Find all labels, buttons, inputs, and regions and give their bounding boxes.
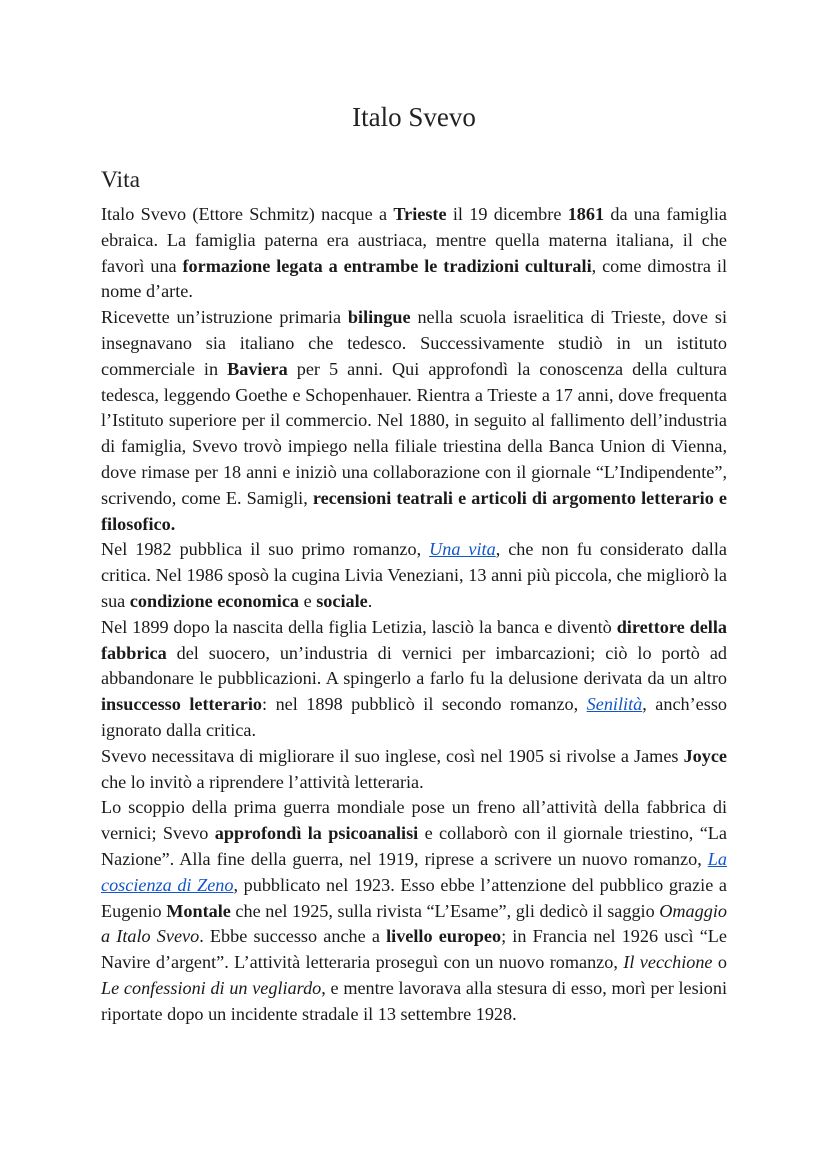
paragraph-birth <box>101 202 727 305</box>
text: Italo Svevo (Ettore Schmitz) nacque a <box>101 204 394 224</box>
text: , anch’esso ignorato dalla critica. <box>101 694 728 740</box>
italic-text: Le confessioni di un vegliardo <box>101 977 322 998</box>
bold-text: condizione economica <box>129 590 300 611</box>
text: da una famiglia ebraica. La famiglia paterna era austriaca, mentre quella materna italiana, il che favorì una <box>101 204 728 276</box>
link-la-coscienza-di-zeno[interactable]: La coscienza di Zeno <box>101 848 727 895</box>
paragraph-joyce <box>101 744 727 796</box>
bold-text: Montale <box>166 900 231 921</box>
paragraph-fabbrica <box>101 615 727 744</box>
text: . Ebbe successo anche a <box>199 926 387 947</box>
text: ; in Francia nel 1926 uscì “Le Navire d’argent”. L’attività letteraria proseguì con un nuovo romanzo, <box>101 926 727 973</box>
bold-text: livello europeo <box>386 926 502 947</box>
text: del suocero, un’industria di vernici per imbarcazioni; ciò lo portò ad abbandonare le pubblicazioni. A spingerlo a farlo fu la delusione derivata da un altro <box>101 642 727 689</box>
text: il 19 dicembre <box>446 204 568 224</box>
bold-text: bilingue <box>347 307 411 328</box>
text: . <box>367 590 373 611</box>
text: : nel 1898 pubblicò il secondo romanzo, <box>262 694 587 715</box>
bold-text: Baviera <box>227 358 288 379</box>
bold-text: recensioni teatrali e articoli di argomento letterario e filosofico. <box>101 487 728 534</box>
paragraph-una-vita <box>101 537 727 614</box>
bold-text: formazione legata a entrambe le tradizioni culturali <box>182 255 592 276</box>
text: o <box>712 952 728 973</box>
bold-text: Joyce <box>683 745 727 766</box>
text: , che non fu considerato dalla critica. Nel 1986 sposò la cugina Livia Veneziani, 13 anni più piccola, che migliorò la sua <box>101 539 727 611</box>
link-senilita[interactable]: Senilità <box>586 694 643 715</box>
text: e collaborò con il giornale triestino, “La Nazione”. Alla fine della guerra, nel 1919, riprese a scrivere un nuovo romanzo, <box>101 823 727 869</box>
text: nella scuola israelitica di Trieste, dove si insegnavano sia italiano che tedesco. Successivamente studiò in un istituto commerciale in <box>101 307 727 379</box>
bold-text: 1861 <box>567 204 605 224</box>
text: Svevo necessitava di migliorare il suo inglese, così nel 1905 si rivolse a James <box>101 745 684 766</box>
link-una-vita[interactable]: Una vita <box>429 539 496 560</box>
paragraph-zeno <box>101 795 727 1027</box>
bold-text: direttore della fabbrica <box>101 616 727 663</box>
paragraph-education <box>101 305 727 537</box>
section-body <box>101 202 727 1028</box>
text: e <box>299 590 317 611</box>
italic-text: Omaggio a Italo Svevo <box>101 900 727 947</box>
document-title: Italo Svevo <box>352 102 476 132</box>
bold-text: Trieste <box>393 204 447 224</box>
italic-text: Il vecchione <box>623 952 713 973</box>
text: per 5 anni. Qui approfondì la conoscenza della cultura tedesca, leggendo Goethe e Schopenhauer. Rientra a Trieste a 17 anni, dove frequenta l’Istituto superiore per il commercio. Nel 1880, in seguito al fallimento dell’industria di famiglia, Svevo trovò impiego nella filiale triestina della Banca Union di Vienna, dove rimase per 18 anni e iniziò una collaborazione con il giornale “L’Indipendente”, scrivendo, come E. Samigli, <box>101 358 727 508</box>
text: Nel 1982 pubblica il suo primo romanzo, <box>101 539 430 560</box>
text: , pubblicato nel 1923. Esso ebbe l’attenzione del pubblico grazie a Eugenio <box>101 874 727 921</box>
bold-text: approfondì la psicoanalisi <box>214 823 419 844</box>
bold-text: sociale <box>316 590 368 611</box>
text: , come dimostra il nome d’arte. <box>101 255 727 302</box>
text: Ricevette un’istruzione primaria <box>101 307 348 328</box>
text: Lo scoppio della prima guerra mondiale pose un freno all’attività della fabbrica di vernici; Svevo <box>101 797 727 844</box>
bold-text: insuccesso letterario <box>101 694 263 715</box>
section-heading-vita: Vita <box>101 167 141 193</box>
text: che nel 1925, sulla rivista “L’Esame”, gli dedicò il saggio <box>230 900 660 921</box>
text: , e mentre lavorava alla stesura di esso, morì per lesioni riportate dopo un incidente stradale il 13 settembre 1928. <box>101 977 727 1024</box>
text: Nel 1899 dopo la nascita della figlia Letizia, lasciò la banca e diventò <box>101 616 617 637</box>
text: che lo invitò a riprendere l’attività letteraria. <box>101 771 424 792</box>
